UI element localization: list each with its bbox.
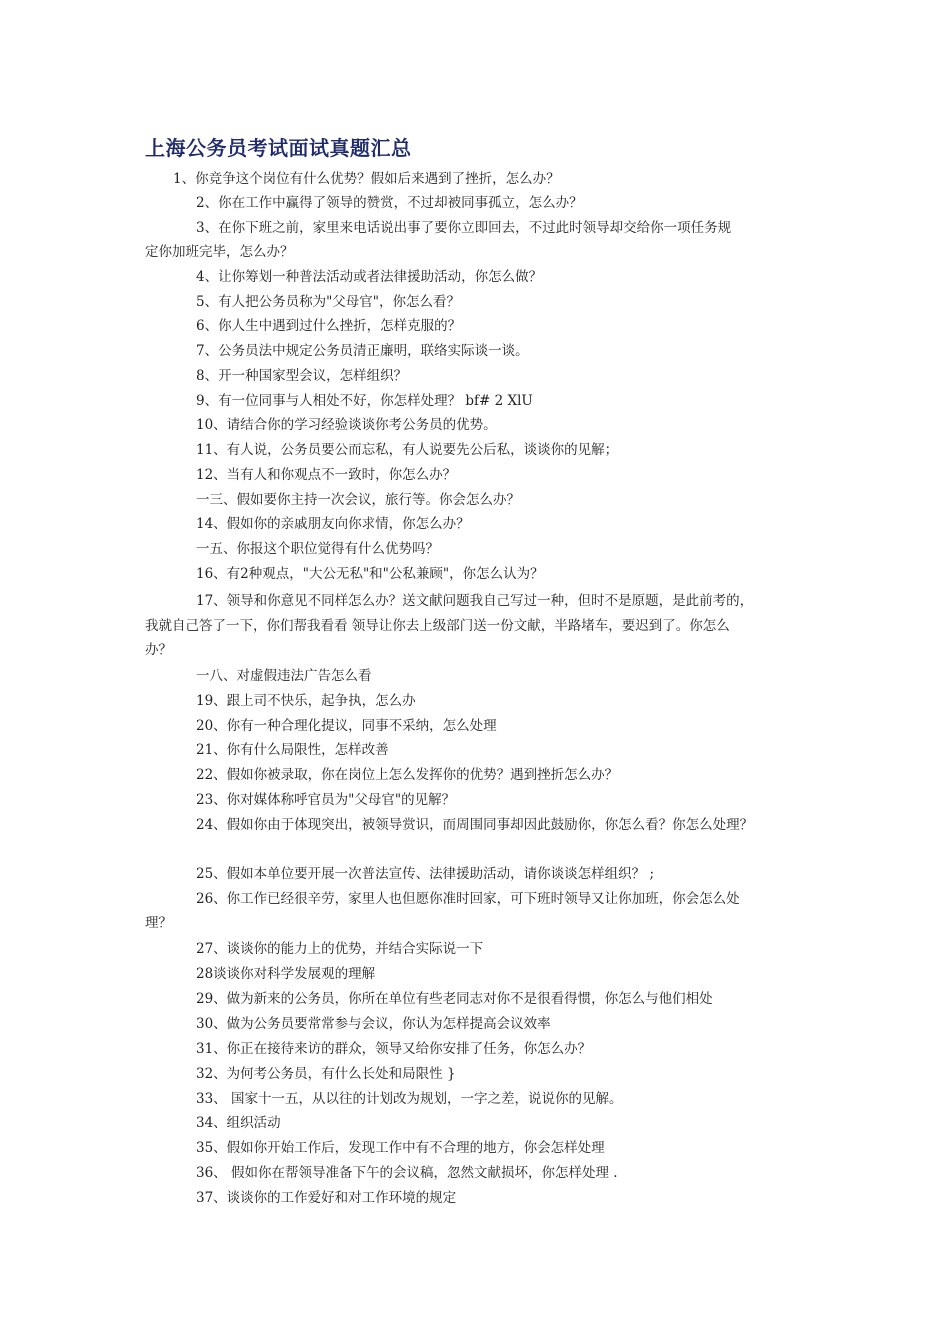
question-15: 一五、你报这个职位觉得有什么优势吗？ [196, 541, 439, 557]
question-2: 2、你在工作中赢得了领导的赞赏，不过却被同事孤立，怎么办？ [196, 195, 583, 211]
question-7: 7、公务员法中规定公务员清正廉明，联络实际谈一谈。 [196, 343, 529, 359]
question-6: 6、你人生中遇到过什么挫折，怎样克服的？ [196, 318, 462, 334]
question-1: 1、你竞争这个岗位有什么优势？假如后来遇到了挫折，怎么办？ [173, 171, 560, 187]
question-17-cont: 我就自己答了一下，你们帮我看看 领导让你去上级部门送一份文献，半路堵车，要迟到了。你怎么 [145, 618, 730, 634]
question-32: 32、为何考公务员，有什么长处和局限性 } [196, 1066, 456, 1082]
question-23: 23、你对媒体称呼官员为"父母官"的见解？ [196, 792, 456, 808]
question-17: 17、领导和你意见不同样怎么办？送文献问题我自己写过一种，但时不是原题，是此前考的， [196, 593, 754, 609]
question-14: 14、假如你的亲戚朋友向你求情，你怎么办？ [196, 516, 470, 532]
question-12: 12、当有人和你观点不一致时，你怎么办？ [196, 467, 457, 483]
question-27: 27、谈谈你的能力上的优势，并结合实际说一下 [196, 941, 484, 957]
question-20: 20、你有一种合理化提议，同事不采纳，怎么处理 [196, 718, 497, 734]
question-24: 24、假如你由于体现突出，被领导赏识，而周围同事却因此鼓励你，你怎么看？你怎么处理？ [196, 817, 754, 833]
question-22: 22、假如你被录取，你在岗位上怎么发挥你的优势？遇到挫折怎么办？ [196, 767, 619, 783]
question-13: 一三、假如要你主持一次会议，旅行等。你会怎么办？ [196, 492, 520, 508]
question-18: 一八、对虚假违法广告怎么看 [196, 668, 372, 684]
question-3: 3、在你下班之前，家里来电话说出事了要你立即回去，不过此时领导却交给你一项任务规 [196, 220, 732, 236]
page-title: 上海公务员考试面试真题汇总 [145, 136, 412, 160]
question-26: 26、你工作已经很辛劳，家里人也但愿你准时回家，可下班时领导又让你加班，你会怎么处 [196, 891, 740, 907]
question-16: 16、有2种观点，"大公无私"和"公私兼顾"，你怎么认为？ [196, 566, 544, 582]
question-17-end: 办？ [145, 642, 172, 658]
question-31: 31、你正在接待来访的群众，领导又给你安排了任务，你怎么办？ [196, 1041, 592, 1057]
question-34: 34、组织活动 [196, 1115, 281, 1131]
question-29: 29、做为新来的公务员，你所在单位有些老同志对你不是很看得惯，你怎么与他们相处 [196, 991, 713, 1007]
question-36: 36、 假如你在帮领导准备下午的会议稿，忽然文献损坏，你怎样处理 . [196, 1165, 618, 1181]
question-30: 30、做为公务员要常常参与会议，你认为怎样提高会议效率 [196, 1016, 551, 1032]
question-28: 28谈谈你对科学发展观的理解 [196, 966, 376, 982]
question-21: 21、你有什么局限性，怎样改善 [196, 742, 389, 758]
question-10: 10、请结合你的学习经验谈谈你考公务员的优势。 [196, 417, 497, 433]
question-26-end: 理？ [145, 915, 172, 931]
question-19: 19、跟上司不快乐，起争执，怎么办 [196, 693, 416, 709]
question-35: 35、假如你开始工作后，发现工作中有不合理的地方，你会怎样处理 [196, 1140, 605, 1156]
question-9: 9、有一位同事与人相处不好，你怎样处理？ bf# 2 XlU [196, 393, 533, 409]
question-33: 33、 国家十一五，从以往的计划改为规划，一字之差，说说你的见解。 [196, 1091, 623, 1107]
question-37: 37、谈谈你的工作爱好和对工作环境的规定 [196, 1190, 457, 1206]
question-3-cont: 定你加班完毕，怎么办？ [145, 244, 294, 260]
question-5: 5、有人把公务员称为"父母官"，你怎么看？ [196, 294, 461, 310]
question-4: 4、让你筹划一种普法活动或者法律援助活动，你怎么做？ [196, 269, 543, 285]
question-11: 11、有人说，公务员要公而忘私，有人说要先公后私，谈谈你的见解； [196, 442, 619, 458]
question-8: 8、开一种国家型会议，怎样组织？ [196, 368, 408, 384]
question-25: 25、假如本单位要开展一次普法宣传、法律援助活动，请你谈谈怎样组织？ ; [196, 866, 655, 882]
